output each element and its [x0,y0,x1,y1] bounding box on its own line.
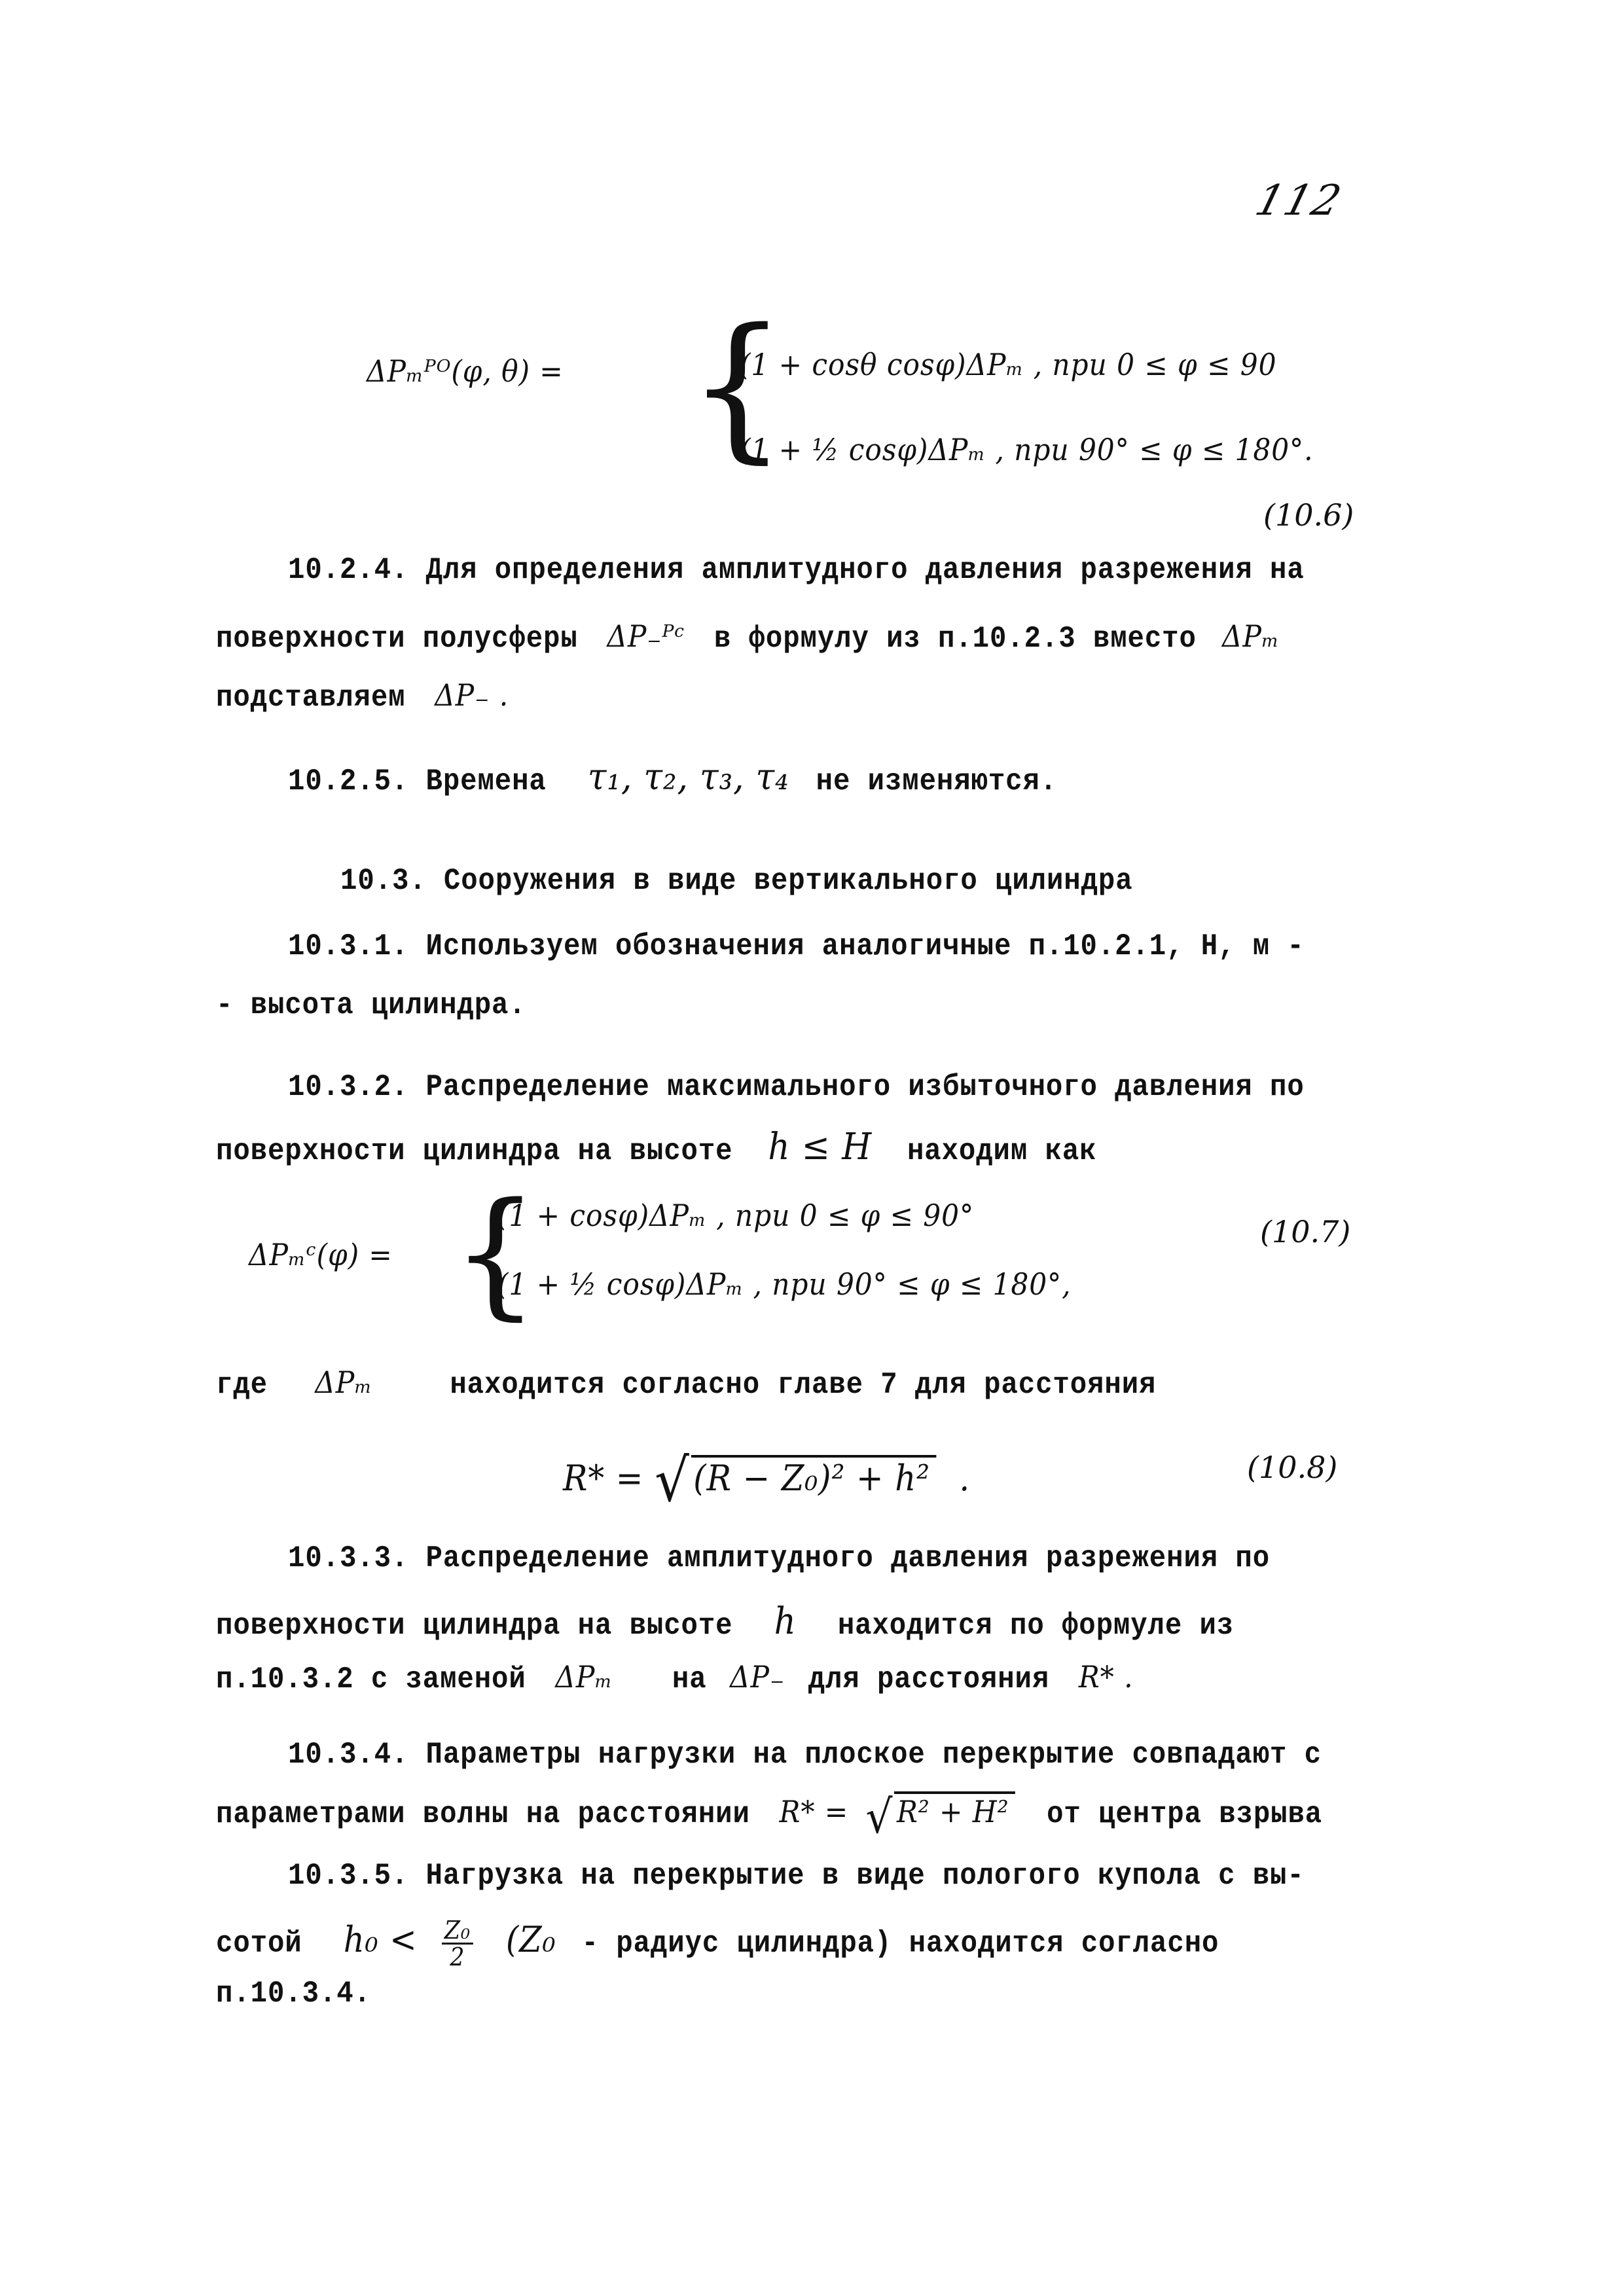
para-10-3-1-line2: - высота цилиндра. [216,988,526,1022]
text: параметрами волны на расстоянии [216,1797,750,1831]
math-symbol: R* . [1078,1659,1134,1695]
left-brace-icon: { [687,295,787,478]
formula-10-8 [563,1446,970,1515]
math-symbol: ΔP₋ . [435,677,509,713]
para-10-2-4-line1: 10.2.4. Для определения амплитудного давления разрежения на [288,553,1305,587]
section-heading-10-3: 10.3. Сооружения в виде вертикального цилиндра [340,864,1133,898]
para-10-3-3-line1: 10.3.3. Распределение амплитудного давления разрежения по [288,1541,1271,1575]
math-symbol: ΔP₋ᴾᶜ [607,619,685,654]
math-symbol: (Z₀ [505,1918,556,1960]
math-symbol: ΔP₋ [730,1659,785,1695]
math-symbol: h₀ < [343,1918,418,1960]
equation-number-10-7: (10.7) [1260,1214,1351,1249]
math-symbol: ΔPₘ [315,1365,373,1400]
text: для расстояния [808,1662,1050,1696]
para-10-3-5-line1: 10.3.5. Нагрузка на перекрытие в виде пологого купола с вы- [288,1859,1305,1893]
text: не изменяются. [816,764,1058,798]
math-symbol: h [774,1600,797,1643]
text: - радиус цилиндра) находится согласно [581,1926,1219,1961]
para-10-3-5-line3: п.10.3.4. [216,1977,371,2011]
text: подставляем [216,681,406,715]
where-line [216,1365,1156,1402]
text: находится по формуле из [837,1609,1235,1643]
fraction-denominator: 2 [450,1943,465,1971]
para-10-3-2-line2 [216,1126,1096,1168]
text: на [672,1662,707,1696]
para-10-3-1-line1: 10.3.1. Используем обозначения аналогичные п.10.2.1, H, м - [288,929,1305,963]
para-10-2-4-line3 [216,677,509,715]
math-symbol: ΔPₘ [555,1659,613,1695]
math-symbol: τ₁, τ₂, τ₃, τ₄ [587,756,789,798]
page-number: 112 [1250,177,1348,225]
math-symbol: ΔPₘ [1221,619,1280,654]
para-10-2-5 [288,756,1057,798]
formula-10-7-lhs: ΔPₘᶜ(φ) = [249,1237,393,1272]
text: поверхности цилиндра на высоте [216,1134,733,1168]
para-10-3-2-line1: 10.3.2. Распределение максимального избыточного давления по [288,1070,1305,1104]
equation-number-10-8: (10.8) [1247,1450,1338,1485]
formula-10-6-case1: (1 + cosθ cosφ)ΔPₘ , при 0 ≤ φ ≤ 90 [740,347,1277,382]
text: . [959,1458,971,1499]
radicand: (R − Z₀)² + h² [691,1455,937,1499]
para-10-3-4-line1: 10.3.4. Параметры нагрузки на плоское перекрытие совпадают с [288,1738,1322,1772]
equation-number-10-6: (10.6) [1263,497,1354,533]
fraction-numerator: Z₀ [442,1918,473,1945]
text: в формулу из п.10.2.3 вместо [713,622,1197,656]
math-lhs: R* = [563,1458,644,1499]
formula-10-7-case1: (1 + cosφ)ΔPₘ , при 0 ≤ φ ≤ 90° [497,1198,975,1233]
fraction [442,1918,473,1969]
para-10-3-3-line2 [216,1600,1234,1643]
radicand: R² + H² [894,1791,1015,1829]
left-brace-icon: { [452,1173,539,1333]
formula-10-6-case2: (1 + ½ cosφ)ΔPₘ , при 90° ≤ φ ≤ 180°. [740,432,1314,467]
math-symbol: R* = [779,1794,849,1829]
para-10-3-4-line2 [216,1790,1322,1844]
formula-10-6-lhs: ΔPₘᴾᴼ(φ, θ) = [367,353,564,389]
text: находим как [907,1134,1097,1168]
para-10-2-4-line2 [216,619,1280,656]
square-root-icon: √ [655,1446,690,1515]
text: от центра взрыва [1047,1797,1323,1831]
text: 10.2.5. Времена [288,764,547,798]
text: п.10.3.2 с заменой [216,1662,526,1696]
text: поверхности цилиндра на высоте [216,1609,733,1643]
text: поверхности полусферы [216,622,578,656]
para-10-3-5-line2 [216,1918,1219,1969]
formula-10-7-case2: (1 + ½ cosφ)ΔPₘ , при 90° ≤ φ ≤ 180°, [497,1266,1072,1302]
text: сотой [216,1926,302,1961]
para-10-3-3-line3 [216,1659,1133,1696]
text: где [216,1368,268,1402]
text: находится согласно главе 7 для расстояния [450,1368,1157,1402]
math-symbol: h ≤ H [768,1126,873,1168]
square-root-icon: √ [865,1790,893,1844]
